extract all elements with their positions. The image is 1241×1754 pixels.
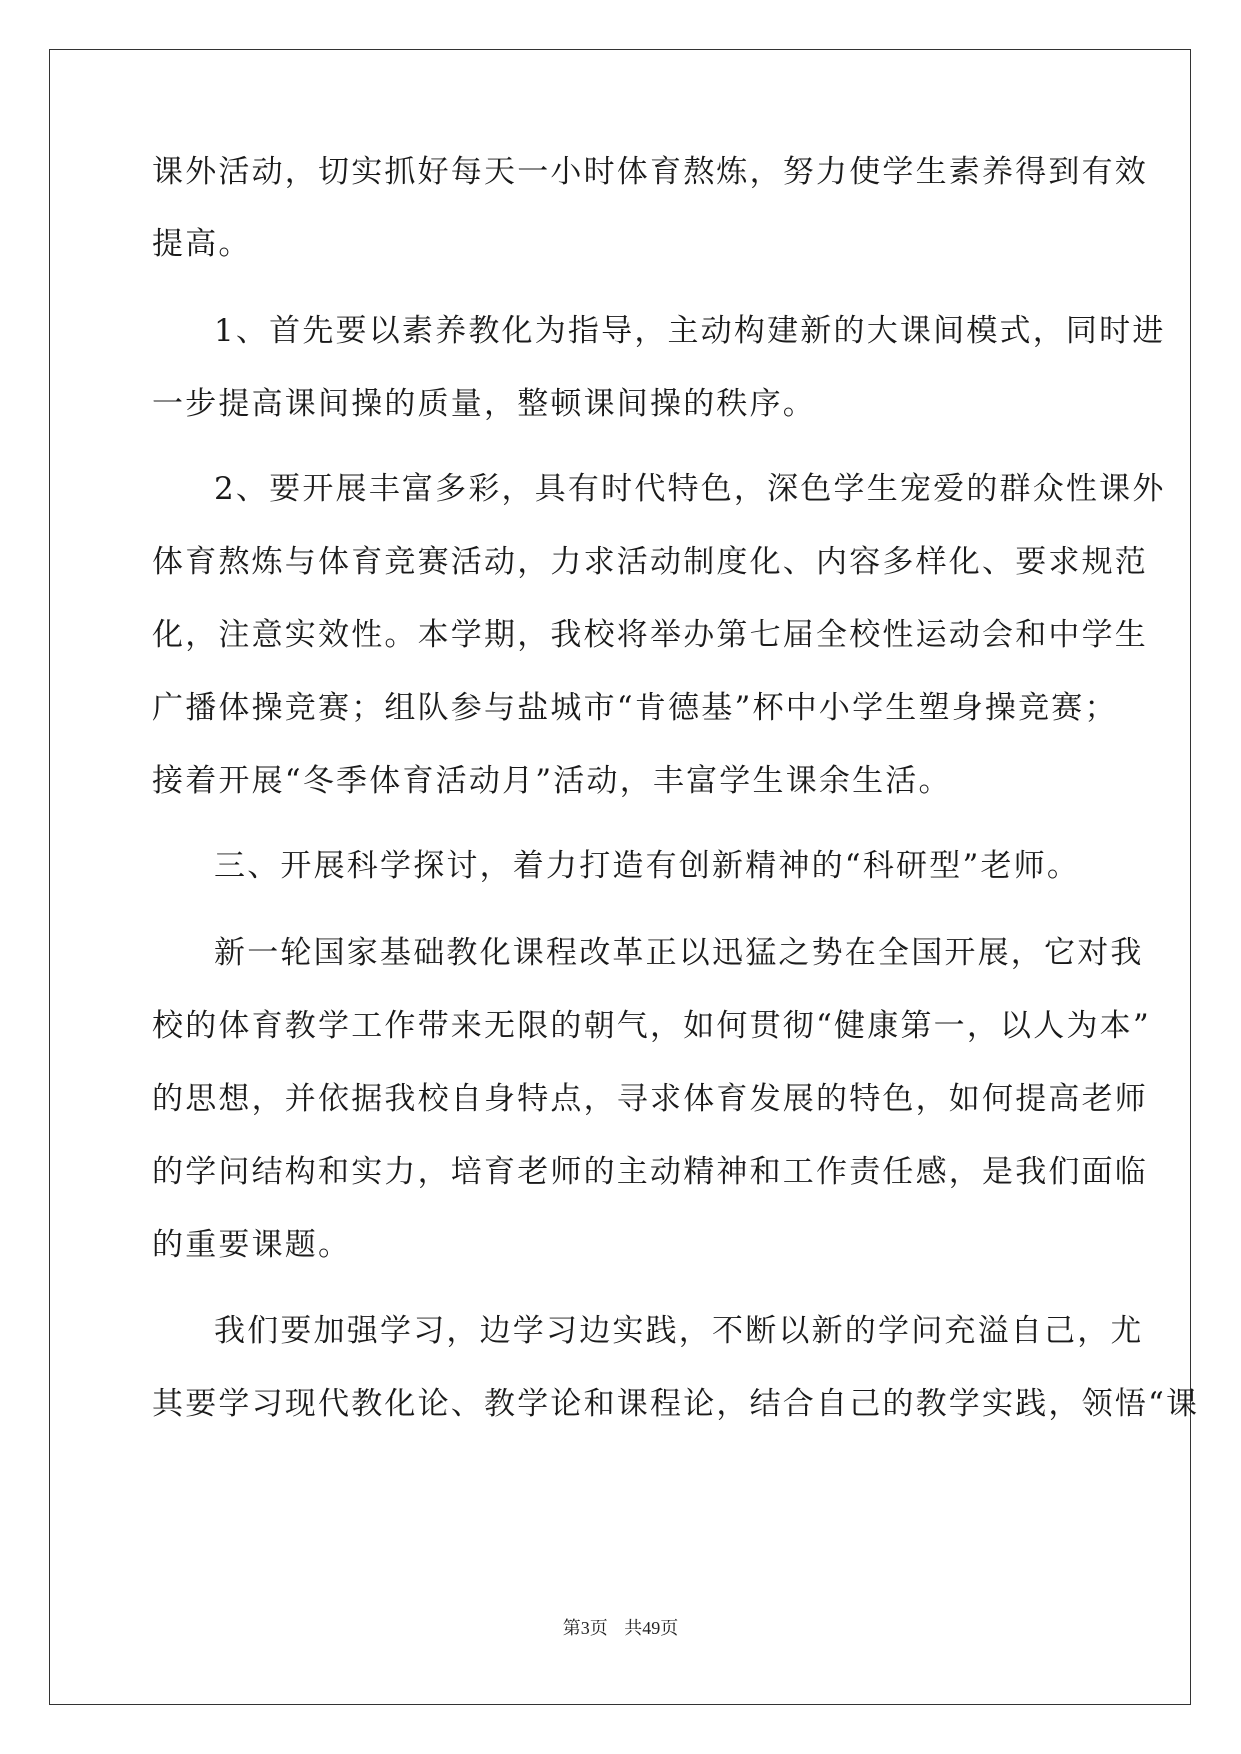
- text-line: 我们要加强学习，边学习边实践，不断以新的学问充溢自己，尤: [214, 1313, 1144, 1349]
- text-line: 课外活动，切实抓好每天一小时体育熬炼，努力使学生素养得到有效: [152, 154, 1148, 190]
- page-footer: [0, 1614, 1241, 1640]
- page-total: 共49页: [624, 1618, 679, 1638]
- text-line: 的学问结构和实力，培育老师的主动精神和工作责任感，是我们面临: [152, 1154, 1148, 1190]
- text-line: 2、要开展丰富多彩，具有时代特色，深色学生宠爱的群众性课外: [214, 471, 1166, 507]
- text-line: 提高。: [152, 226, 252, 262]
- page-number: 第3页: [562, 1618, 608, 1638]
- text-line: 体育熬炼与体育竞赛活动，力求活动制度化、内容多样化、要求规范: [152, 544, 1148, 580]
- text-line: 新一轮国家基础教化课程改革正以迅猛之势在全国开展，它对我: [214, 935, 1144, 971]
- text-line: 广播体操竞赛；组队参与盐城市“肯德基”杯中小学生塑身操竞赛；: [152, 690, 1118, 726]
- text-line: 其要学习现代教化论、教学论和课程论，结合自己的教学实践，领悟“课: [152, 1386, 1200, 1422]
- text-line: 一步提高课间操的质量，整顿课间操的秩序。: [152, 386, 816, 422]
- text-line: 的重要课题。: [152, 1227, 352, 1263]
- text-line: 1、首先要以素养教化为指导，主动构建新的大课间模式，同时进: [214, 313, 1166, 349]
- text-line: 接着开展“冬季体育活动月”活动，丰富学生课余生活。: [152, 763, 952, 799]
- text-line: 化，注意实效性。本学期，我校将举办第七届全校性运动会和中学生: [152, 617, 1148, 653]
- text-line: 三、开展科学探讨，着力打造有创新精神的“科研型”老师。: [214, 848, 1081, 884]
- text-line: 校的体育教学工作带来无限的朝气，如何贯彻“健康第一，以人为本”: [152, 1008, 1151, 1044]
- text-line: 的思想，并依据我校自身特点，寻求体育发展的特色，如何提高老师: [152, 1081, 1148, 1117]
